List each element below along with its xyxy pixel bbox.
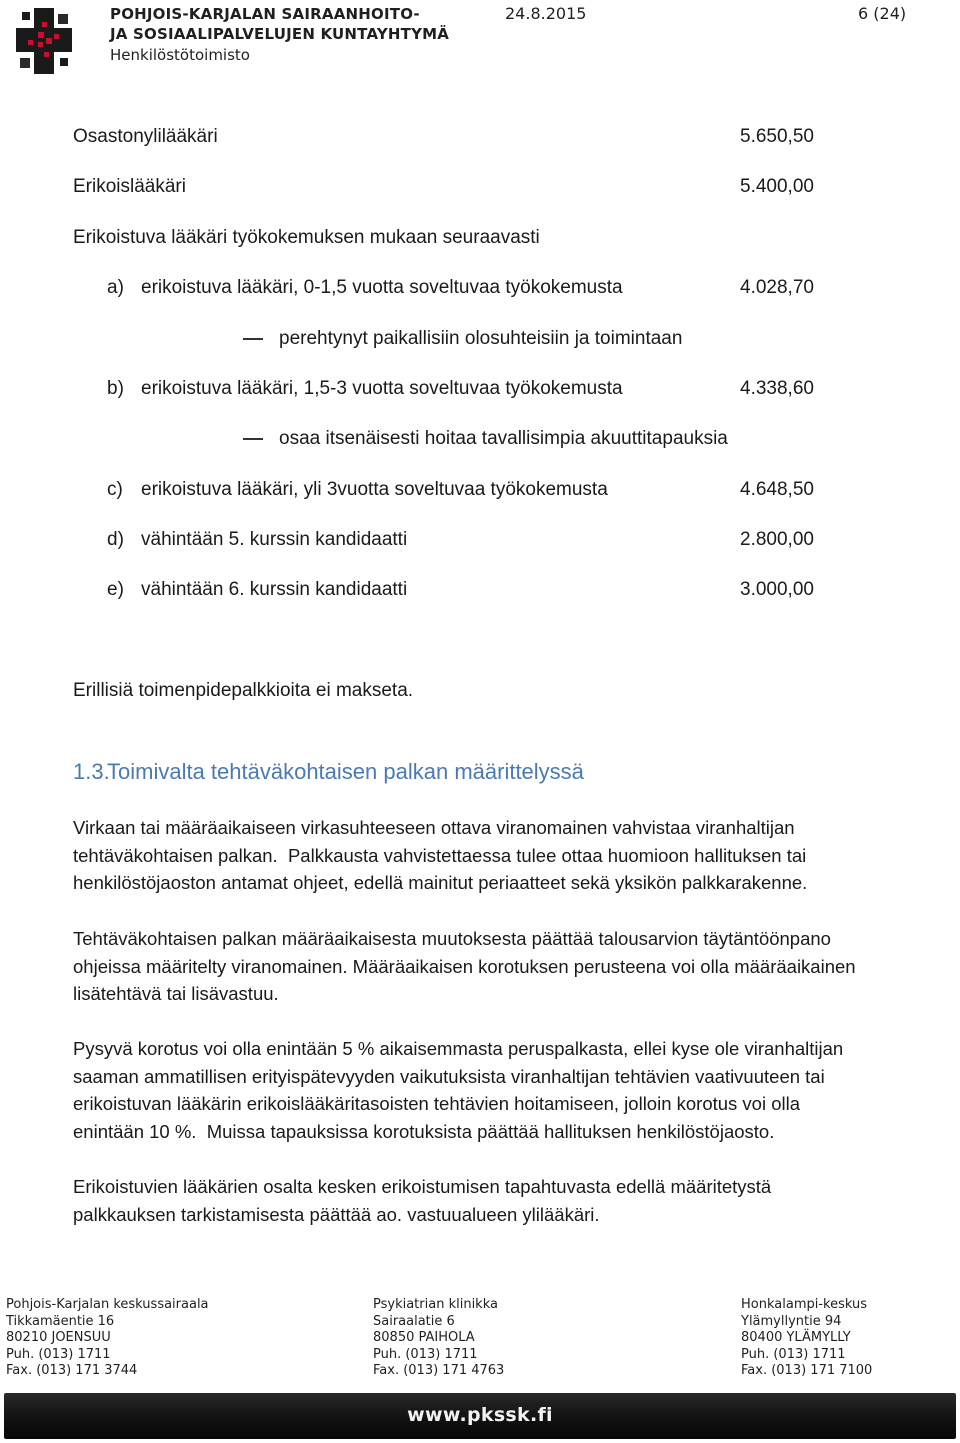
paragraph-line: Pysyvä korotus voi olla enintään 5 % aikaisemmasta peruspalkasta, ellei kyse ole viranhaltijan — [73, 1038, 844, 1059]
footer-postal: 80400 YLÄMYLLY — [741, 1330, 851, 1345]
paragraph-line: Tehtäväkohtaisen palkan määräaikaisesta muutoksesta päättää talousarvion täytäntöönpano — [73, 928, 831, 949]
paragraph-line: ohjeissa määritelty viranomainen. Määräaikaisen korotuksen perusteena voi olla määräaikainen — [73, 955, 856, 977]
website-banner — [4, 1393, 956, 1439]
item-value: 4.338,60 — [740, 378, 814, 399]
trainee-title: Erikoistuva lääkäri — [73, 227, 228, 248]
item-text: erikoistuva lääkäri, 0-1,5 vuotta soveltuvaa työkokemusta — [141, 277, 623, 298]
document-date: 24.8.2015 — [505, 4, 587, 23]
footer-phone: Puh. (013) 1711 — [373, 1346, 478, 1362]
paragraph — [73, 1173, 958, 1228]
organization-logo — [16, 8, 72, 74]
footer-fax: Fax. (013) 171 4763 — [373, 1363, 505, 1378]
section-number: 1.3. — [73, 759, 110, 784]
salary-value: 5.650,50 — [740, 126, 814, 147]
section-title: Toimivalta tehtäväkohtaisen palkan määrittelyssä — [107, 759, 584, 784]
footer-address-column — [6, 1297, 209, 1380]
footer-phone: Puh. (013) 1711 — [741, 1346, 846, 1362]
item-value: 3.000,00 — [740, 579, 814, 600]
paragraph-line: Erikoistuvien lääkärien osalta kesken erikoistumisen tapahtuvasta edellä määritetystä — [73, 1176, 772, 1197]
paragraph-line: henkilöstöjaoston antamat ohjeet, edellä mainitut periaatteet sekä yksikön palkkarakenne. — [73, 872, 808, 893]
item-letter: d) — [107, 529, 124, 550]
item-letter: b) — [107, 378, 124, 399]
paragraph-line: erikoistuvan lääkärin erikoislääkäritasoisten tehtävien hoitamiseen, jolloin korotus voi olla — [73, 1093, 801, 1114]
footer-postal: 80210 JOENSUU — [6, 1330, 111, 1345]
paragraph-line: tehtäväkohtaisen palkan. Palkkausta vahvistettaessa tulee ottaa huomioon hallituksen tai — [73, 844, 807, 866]
item-value: 4.648,50 — [740, 479, 814, 500]
item-text: erikoistuva lääkäri, yli 3vuotta soveltuvaa työkokemusta — [141, 479, 608, 500]
paragraph-line: lisätehtävä tai lisävastuu. — [73, 983, 279, 1004]
page-number: 6 (24) — [858, 4, 907, 23]
salary-label: Osastonylilääkäri — [73, 126, 218, 147]
item-note — [243, 428, 728, 450]
paragraph — [73, 1035, 958, 1145]
item-note-text: perehtynyt paikallisiin olosuhteisiin ja toimintaan — [279, 328, 683, 349]
dash-bullet — [243, 438, 263, 440]
footer-name: Psykiatrian klinikka — [373, 1297, 498, 1312]
paragraph-line: enintään 10 %. Muissa tapauksissa korotuksista päättää hallituksen henkilöstöjaosto. — [73, 1120, 775, 1142]
item-note — [243, 328, 682, 350]
footer-name: Honkalampi-keskus — [741, 1297, 868, 1312]
footer-street: Tikkamäentie 16 — [6, 1313, 115, 1329]
item-text: vähintään 6. kurssin kandidaatti — [141, 579, 408, 600]
item-text: erikoistuva lääkäri, 1,5-3 vuotta soveltuvaa työkokemusta — [141, 378, 623, 399]
footer-name: Pohjois-Karjalan keskussairaala — [6, 1297, 209, 1312]
footer-address-column — [373, 1297, 504, 1380]
item-value: 2.800,00 — [740, 529, 814, 550]
trainee-title-suffix: työkokemuksen mukaan seuraavasti — [227, 227, 540, 248]
item-letter: c) — [107, 479, 123, 500]
footer-fax: Fax. (013) 171 3744 — [6, 1363, 138, 1378]
paragraph-line: Virkaan tai määräaikaiseen virkasuhteeseen ottava viranomainen vahvistaa viranhaltijan — [73, 817, 795, 838]
footer-phone: Puh. (013) 1711 — [6, 1346, 111, 1362]
website-link[interactable]: www.pkssk.fi — [407, 1404, 553, 1426]
organization-name-line2: JA SOSIAALIPALVELUJEN KUNTAYHTYMÄ — [110, 25, 450, 43]
footer-address-column — [741, 1297, 872, 1380]
item-text: vähintään 5. kurssin kandidaatti — [141, 529, 408, 550]
trainee-heading — [73, 227, 540, 249]
salary-label: Erikoislääkäri — [73, 176, 186, 197]
footer-street: Sairaalatie 6 — [373, 1313, 455, 1329]
paragraph — [73, 814, 958, 897]
dash-bullet — [243, 338, 263, 340]
paragraph — [73, 925, 958, 1008]
item-note-text: osaa itsenäisesti hoitaa tavallisimpia akuuttitapauksia — [279, 428, 728, 449]
salary-value: 5.400,00 — [740, 176, 814, 197]
paragraph-line: palkkauksen tarkistamisesta päättää ao. vastuualueen ylilääkäri. — [73, 1203, 600, 1225]
department-name: Henkilöstötoimisto — [110, 46, 250, 64]
footer-postal: 80850 PAIHOLA — [373, 1330, 475, 1345]
footer-fax: Fax. (013) 171 7100 — [741, 1363, 873, 1378]
item-letter: e) — [107, 579, 124, 600]
paragraph-line: saaman ammatillisen erityispätevyyden vaikutuksista viranhaltijan tehtävien vaativuuteen tai — [73, 1065, 825, 1087]
footer-street: Ylämyllyntie 94 — [741, 1313, 842, 1329]
no-fees-note: Erillisiä toimenpidepalkkioita ei makseta. — [73, 680, 414, 701]
organization-name-line1: POHJOIS-KARJALAN SAIRAANHOITO- — [110, 5, 420, 23]
item-letter: a) — [107, 277, 124, 298]
item-value: 4.028,70 — [740, 277, 814, 298]
